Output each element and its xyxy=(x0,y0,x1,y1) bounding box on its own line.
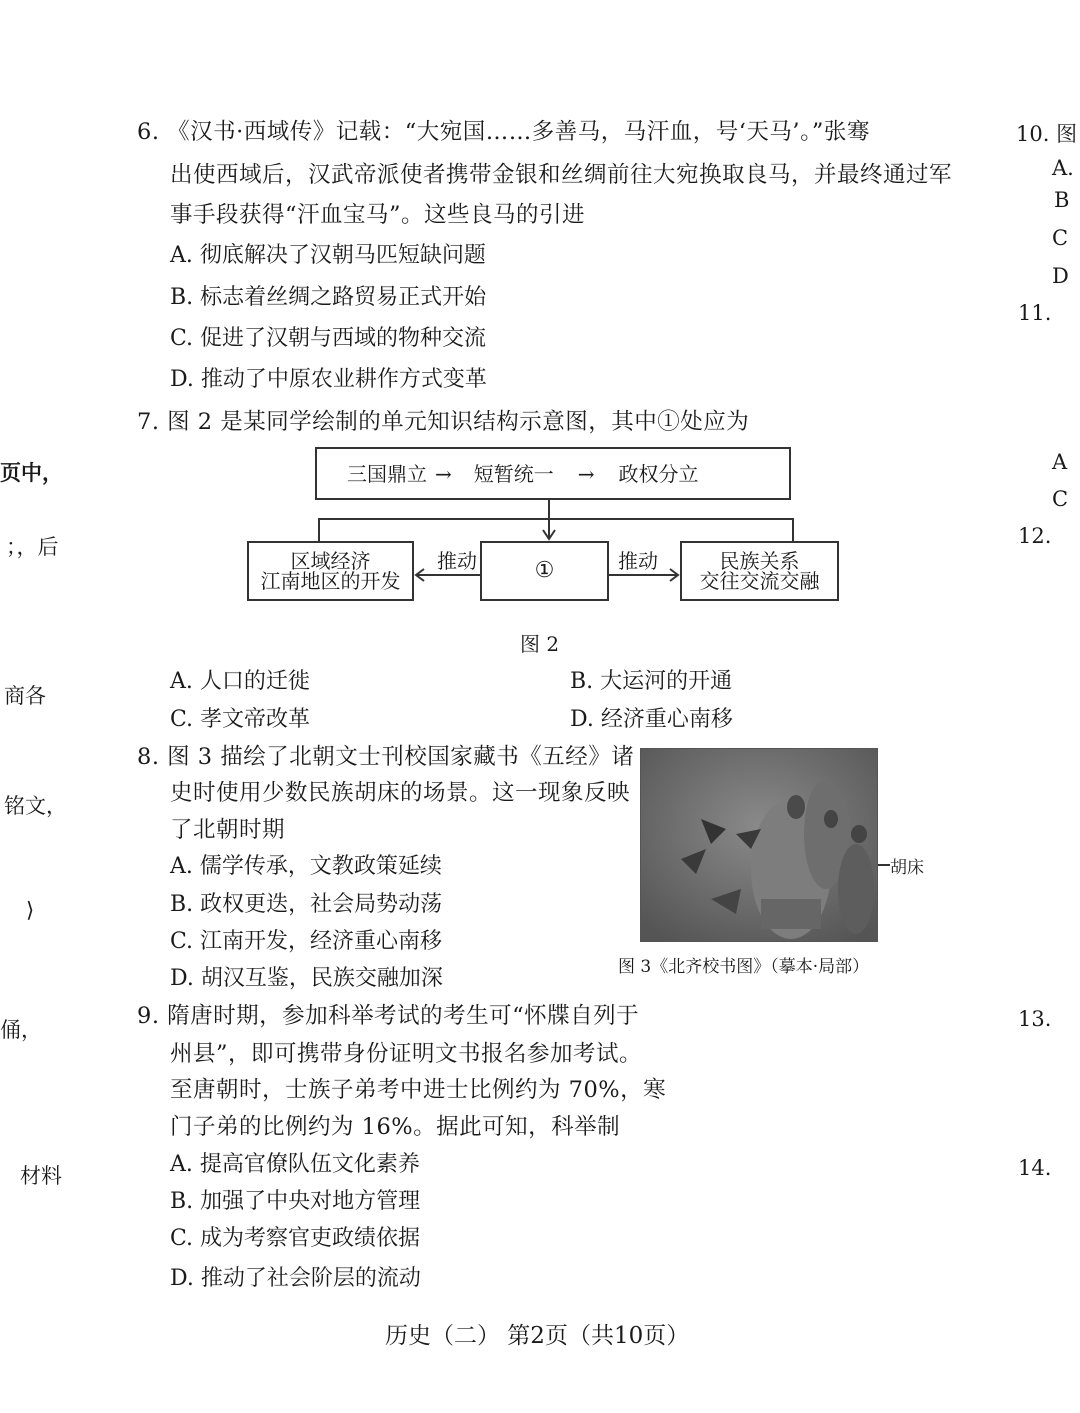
q9-stem-line-1: 9. 隋唐时期，参加科举考试的考生可“怀牒自列于 xyxy=(137,1003,640,1029)
left-edge-fragment: 铭文， xyxy=(4,794,67,818)
left-box-line-1: 区域经济 xyxy=(290,549,371,573)
arrow-right-icon xyxy=(609,568,680,582)
left-edge-fragment: 页中， xyxy=(0,460,63,485)
left-arrow-label: 推动 xyxy=(437,549,477,573)
q8-option-b: B. 政权更迭，社会局势动荡 xyxy=(170,892,443,917)
q6-stem-line-1: 6. 《汉书·西域传》记载：“大宛国……多善马，马汗血，号‘天马’。”张骞 xyxy=(137,119,870,145)
left-edge-fragment: 商各 xyxy=(4,684,46,708)
diagram-item-regime-split: 政权分立 xyxy=(618,461,699,486)
right-edge-fragment: A xyxy=(1052,450,1068,474)
arrow-right-icon: → xyxy=(435,461,452,486)
figure-3-painting xyxy=(640,748,878,942)
left-edge-fragment: ⟩ xyxy=(26,898,35,922)
q9-option-b: B. 加强了中央对地方管理 xyxy=(170,1189,421,1214)
q8-stem-line-3: 了北朝时期 xyxy=(170,817,286,843)
right-edge-fragment: C xyxy=(1052,226,1069,250)
right-box-line-1: 民族关系 xyxy=(719,549,800,573)
right-edge-fragment: B xyxy=(1054,188,1070,212)
q8-stem-line-1: 8. 图 3 描绘了北朝文士刊校国家藏书《五经》诸 xyxy=(137,744,635,770)
q6-stem-line-2: 出使西域后，汉武帝派使者携带金银和丝绸前往大宛换取良马，并最终通过军 xyxy=(170,162,953,188)
diagram-item-three-kingdoms: 三国鼎立 xyxy=(347,461,427,486)
diagram-top-box xyxy=(315,447,791,500)
q7-option-c: C. 孝文帝改革 xyxy=(170,707,311,732)
right-edge-fragment: 12. xyxy=(1018,524,1052,548)
right-arrow-label: 推动 xyxy=(618,549,658,573)
right-box-line-2: 交往交流交融 xyxy=(699,569,820,593)
right-edge-fragment: C xyxy=(1052,487,1069,511)
diagram-right-box xyxy=(680,541,839,601)
q6-option-b: B. 标志着丝绸之路贸易正式开始 xyxy=(170,285,487,310)
right-edge-fragment: A. xyxy=(1052,156,1074,180)
right-edge-fragment: 11. xyxy=(1018,301,1052,325)
q6-option-a: A. 彻底解决了汉朝马匹短缺问题 xyxy=(170,243,486,268)
q8-option-d: D. 胡汉互鉴，民族交融加深 xyxy=(170,966,443,991)
q8-option-a: A. 儒学传承，文教政策延续 xyxy=(170,854,442,879)
q9-option-c: C. 成为考察官吏政绩依据 xyxy=(170,1226,421,1251)
q6-stem-line-3: 事手段获得“汗血宝马”。这些良马的引进 xyxy=(170,202,586,228)
connector-line xyxy=(792,518,794,542)
arrow-down-icon xyxy=(540,510,558,542)
q9-option-d: D. 推动了社会阶层的流动 xyxy=(170,1266,421,1291)
left-edge-fragment: ；，后 xyxy=(6,535,59,559)
q9-stem-line-2: 州县”，即可携带身份证明文书报名参加考试。 xyxy=(170,1041,643,1067)
figure-3-caption: 图 3《北齐校书图》（摹本·局部） xyxy=(618,957,870,977)
q7-option-d: D. 经济重心南移 xyxy=(570,707,733,732)
connector-line xyxy=(318,518,320,542)
q9-stem-line-4: 门子弟的比例约为 16%。据此可知，科举制 xyxy=(170,1114,621,1140)
q7-option-b: B. 大运河的开通 xyxy=(570,669,733,694)
q9-option-a: A. 提高官僚队伍文化素养 xyxy=(170,1152,420,1177)
diagram-left-box xyxy=(247,541,414,601)
right-edge-fragment: 14. xyxy=(1018,1156,1052,1180)
figure-label-leader-line xyxy=(878,864,890,866)
figure-3-label-huchuang: 胡床 xyxy=(890,858,924,878)
figure-2-caption: 图 2 xyxy=(520,632,560,656)
painting-illustration xyxy=(641,749,878,942)
q7-option-a: A. 人口的迁徙 xyxy=(170,669,310,694)
arrow-left-icon xyxy=(414,568,480,582)
left-box-line-2: 江南地区的开发 xyxy=(260,569,401,593)
right-edge-fragment: 10. 图 xyxy=(1016,122,1078,146)
arrow-right-icon: → xyxy=(577,461,595,486)
right-edge-fragment: 13. xyxy=(1018,1007,1052,1031)
diagram-item-brief-unification: 短暂统一 xyxy=(473,461,554,486)
left-edge-fragment: 俑， xyxy=(0,1018,42,1042)
left-edge-fragment: 材料 xyxy=(20,1164,62,1188)
q7-stem: 7. 图 2 是某同学绘制的单元知识结构示意图，其中①处应为 xyxy=(137,409,750,435)
q9-stem-line-3: 至唐朝时，士族子弟考中进士比例约为 70%，寒 xyxy=(170,1077,667,1103)
q8-stem-line-2: 史时使用少数民族胡床的场景。这一现象反映 xyxy=(170,780,631,806)
page-footer: 历史（二） 第2页（共10页） xyxy=(385,1323,690,1349)
diagram-center-box: ① xyxy=(480,541,609,601)
right-edge-fragment: D xyxy=(1052,264,1069,288)
q6-option-c: C. 促进了汉朝与西域的物种交流 xyxy=(170,326,487,351)
q6-option-d: D. 推动了中原农业耕作方式变革 xyxy=(170,367,487,392)
q8-option-c: C. 江南开发，经济重心南移 xyxy=(170,929,443,954)
